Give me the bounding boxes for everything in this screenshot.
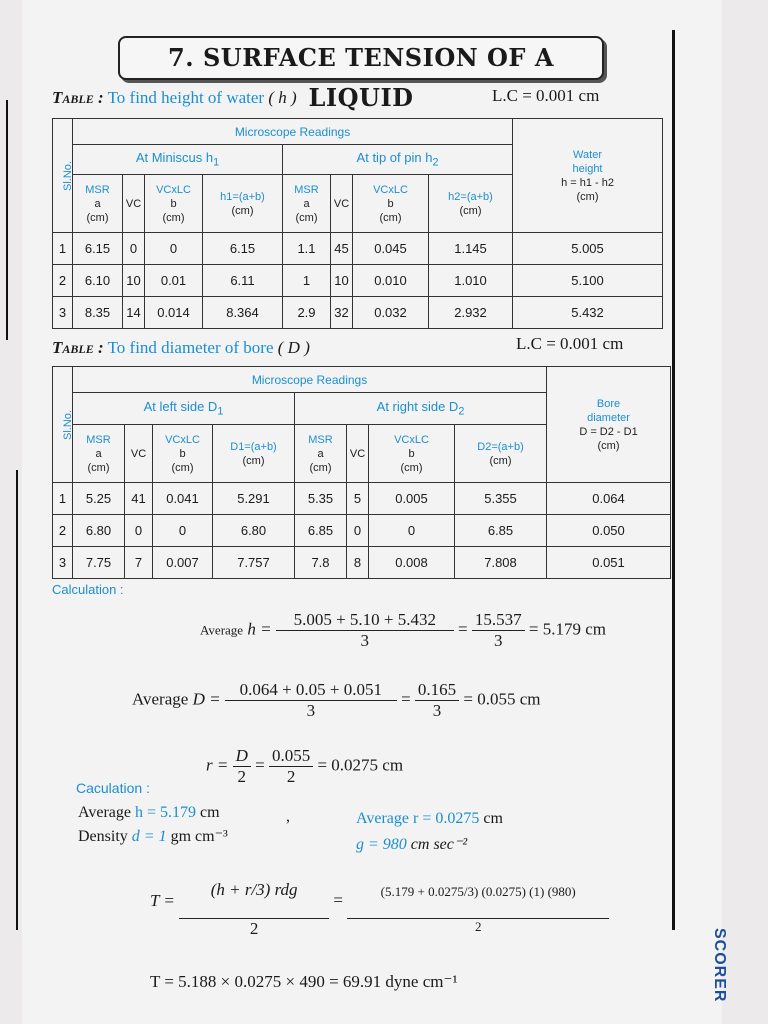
summary-average-h: Average h = 5.179 cm — [78, 804, 220, 821]
side-brand: SCORER — [711, 928, 728, 1003]
group-header: Microscope Readings — [73, 367, 547, 393]
table-cell: 6.80 — [213, 515, 295, 547]
table-cell: 5 — [347, 483, 369, 515]
row-number: 2 — [53, 265, 73, 297]
average-d-equation: Average D = $\frac{0.064 + 0.05 + 0.051}{3}$ = $\frac{0.165}{3}$ = 0.055 cm — [132, 680, 541, 720]
table-row — [53, 547, 671, 579]
table-cell: 2.932 — [429, 297, 513, 329]
table-row — [53, 483, 671, 515]
table-cell: 0 — [153, 515, 213, 547]
margin-mark — [16, 470, 18, 930]
table-cell: 5.35 — [295, 483, 347, 515]
side2-header: At right side $D_2$ — [295, 393, 547, 425]
row-number: 3 — [53, 547, 73, 579]
table-cell: 0.010 — [353, 265, 429, 297]
sub-header-cell: VCxLC b (cm) — [153, 425, 213, 483]
page-border-line — [672, 30, 675, 930]
table-cell: 5.355 — [455, 483, 547, 515]
group-header: Microscope Readings — [73, 119, 513, 145]
table-cell: 45 — [331, 233, 353, 265]
table2-caption — [52, 338, 310, 358]
table-cell: 7.808 — [455, 547, 547, 579]
table-cell: 0.01 — [145, 265, 203, 297]
table-cell: 0.014 — [145, 297, 203, 329]
table-cell: 0.045 — [353, 233, 429, 265]
table-cell: 0.008 — [369, 547, 455, 579]
sub-header-cell: VC — [331, 175, 353, 233]
table-cell: 6.11 — [203, 265, 283, 297]
summary-average-r: Average r = 0.0275 cm — [356, 810, 503, 827]
sub-header-cell: D2=(a+b) (cm) — [455, 425, 547, 483]
table-cell: 0.051 — [547, 547, 671, 579]
sub-header-cell: VC — [123, 175, 145, 233]
row-number: 3 — [53, 297, 73, 329]
row-number: 1 — [53, 483, 73, 515]
page-title: 7. SURFACE TENSION OF A LIQUID — [168, 43, 554, 112]
table-row — [53, 297, 663, 329]
table-cell: 32 — [331, 297, 353, 329]
table-cell: 10 — [123, 265, 145, 297]
margin-mark — [6, 100, 8, 340]
bore-diameter-table — [52, 366, 671, 579]
table-cell: 5.100 — [513, 265, 663, 297]
tension-final: T = 5.188 × 0.0275 × 490 = 69.91 dyne cm⁻¹ — [150, 972, 458, 991]
table-cell: 5.005 — [513, 233, 663, 265]
table-cell: 0 — [145, 233, 203, 265]
row-number: 2 — [53, 515, 73, 547]
sub-header-cell: VC — [125, 425, 153, 483]
tension-equation: T = $\frac{\text{(h + r/3) rdg}}{2}$ = $\frac{(5.179 + 0.0275/3) (0.0275) (1) (980)}{2}$ — [150, 862, 609, 939]
table-cell: 0.041 — [153, 483, 213, 515]
sub-header-cell: MSR a (cm) — [73, 175, 123, 233]
slno-header: Sl.No. — [53, 367, 73, 483]
table1-least-count: L.C = 0.001 cm — [492, 86, 600, 105]
water-height-header: Water height h = h1 - h2 (cm) — [513, 119, 663, 233]
table-cell: 0.005 — [369, 483, 455, 515]
table1-caption — [52, 88, 297, 108]
table-row — [53, 515, 671, 547]
sub-header-cell: VCxLC b (cm) — [145, 175, 203, 233]
table-cell: 8 — [347, 547, 369, 579]
table-cell: 0.007 — [153, 547, 213, 579]
side1-header: At left side $D_1$ — [73, 393, 295, 425]
caption-symbol: ( D ) — [277, 338, 310, 357]
side2-header: At tip of pin $h_2$ — [283, 145, 513, 175]
slno-header: Sl.No. — [53, 119, 73, 233]
sub-header-cell: h1=(a+b) (cm) — [203, 175, 283, 233]
caption-prefix: Table : — [52, 338, 104, 357]
table-cell: 8.35 — [73, 297, 123, 329]
summary-comma: , — [286, 808, 290, 825]
table-row — [53, 265, 663, 297]
caption-prefix: Table : — [52, 88, 104, 107]
table-row — [53, 233, 663, 265]
caption-text: To find diameter of bore — [107, 338, 274, 357]
table-cell: 0 — [369, 515, 455, 547]
table2-least-count: L.C = 0.001 cm — [516, 334, 624, 353]
table-cell: 10 — [331, 265, 353, 297]
table-cell: 6.85 — [295, 515, 347, 547]
table-cell: 7 — [125, 547, 153, 579]
table-cell: 1.010 — [429, 265, 513, 297]
sub-header-cell: VCxLC b (cm) — [353, 175, 429, 233]
table-cell: 0 — [347, 515, 369, 547]
table-cell: 1 — [283, 265, 331, 297]
table-cell: 7.75 — [73, 547, 125, 579]
sub-header-cell: MSR a (cm) — [295, 425, 347, 483]
table-cell: 0 — [123, 233, 145, 265]
table-cell: 41 — [125, 483, 153, 515]
table-cell: 2.9 — [283, 297, 331, 329]
sub-header-cell: MSR a (cm) — [283, 175, 331, 233]
height-of-water-table — [52, 118, 663, 329]
table-cell: 6.10 — [73, 265, 123, 297]
row-number: 1 — [53, 233, 73, 265]
caption-text: To find height of water — [107, 88, 265, 107]
calculation-label: Calculation : — [52, 582, 124, 597]
table-cell: 5.432 — [513, 297, 663, 329]
table-cell: 7.8 — [295, 547, 347, 579]
side1-header: At Miniscus $h_1$ — [73, 145, 283, 175]
table-cell: 0.050 — [547, 515, 671, 547]
summary-label: Caculation : — [76, 780, 150, 796]
sub-header-cell: h2=(a+b) (cm) — [429, 175, 513, 233]
sub-header-cell: VC — [347, 425, 369, 483]
table-cell: 1.1 — [283, 233, 331, 265]
table-cell: 0 — [125, 515, 153, 547]
bore-diameter-header: Bore diameter D = D2 - D1 (cm) — [547, 367, 671, 483]
caption-symbol: ( h ) — [268, 88, 297, 107]
table-cell: 6.80 — [73, 515, 125, 547]
table-cell: 5.25 — [73, 483, 125, 515]
sub-header-cell: MSR a (cm) — [73, 425, 125, 483]
sub-header-cell: D1=(a+b) (cm) — [213, 425, 295, 483]
table-cell: 14 — [123, 297, 145, 329]
table-cell: 6.15 — [73, 233, 123, 265]
table-cell: 0.032 — [353, 297, 429, 329]
summary-gravity: g = 980 cm sec⁻² — [356, 836, 468, 853]
table-cell: 6.15 — [203, 233, 283, 265]
table-cell: 1.145 — [429, 233, 513, 265]
table-cell: 5.291 — [213, 483, 295, 515]
summary-density: Density d = 1 gm cm⁻³ — [78, 828, 228, 845]
average-h-equation: Average h = $\frac{5.005 + 5.10 + 5.432}{3}$ = $\frac{15.537}{3}$ = 5.179 cm — [200, 610, 606, 650]
table-cell: 6.85 — [455, 515, 547, 547]
radius-equation: r = $\frac{D}{2}$ = $\frac{0.055}{2}$ = 0.0275 cm — [206, 746, 404, 786]
sub-header-cell: VCxLC b (cm) — [369, 425, 455, 483]
table-cell: 0.064 — [547, 483, 671, 515]
table-cell: 7.757 — [213, 547, 295, 579]
table-cell: 8.364 — [203, 297, 283, 329]
